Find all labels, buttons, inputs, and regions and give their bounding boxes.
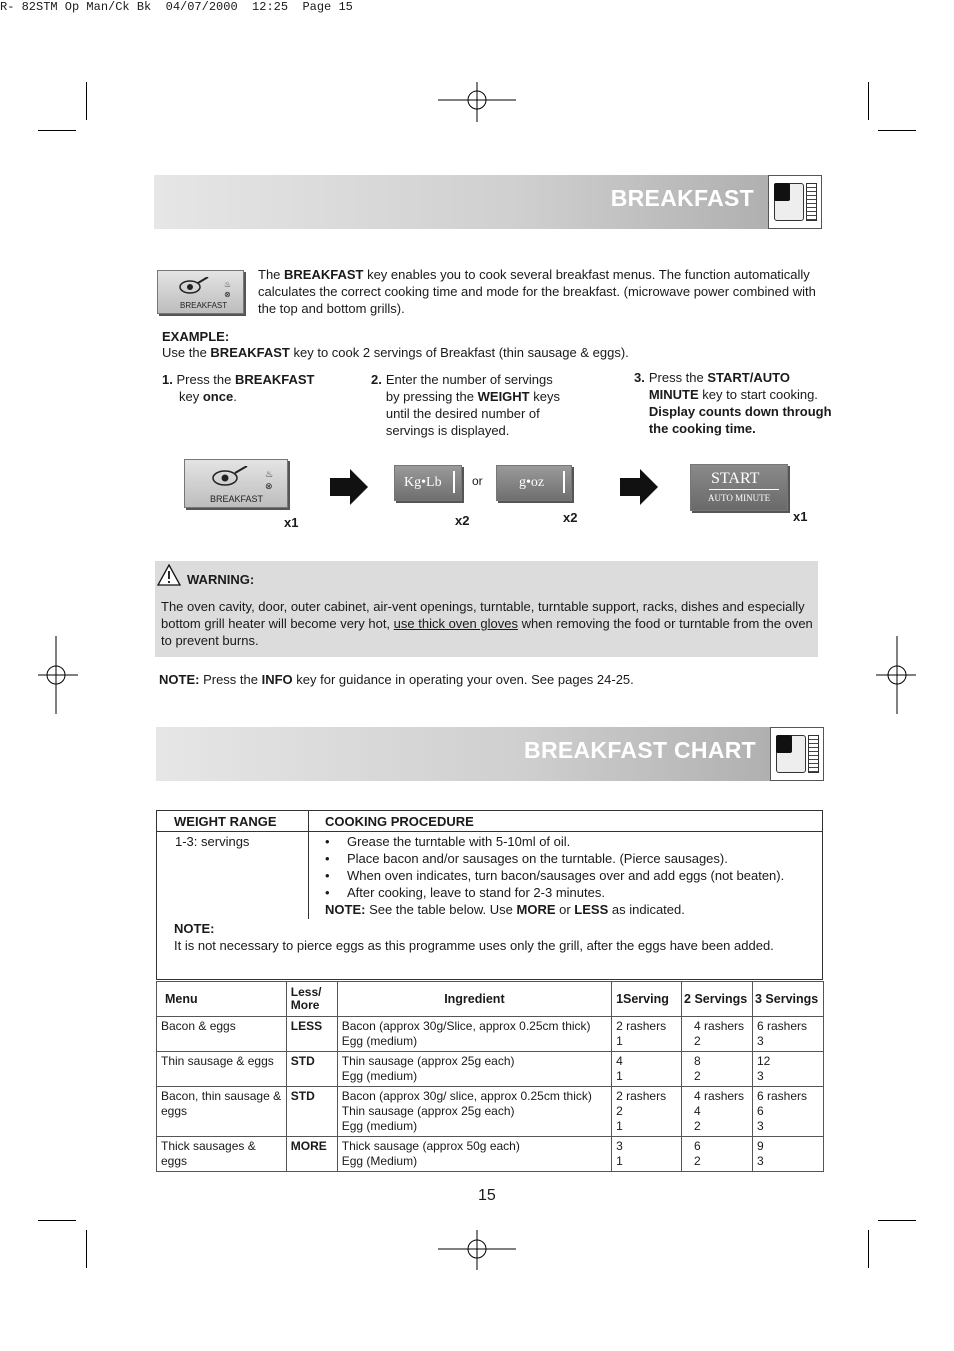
registration-mark-left	[38, 636, 78, 714]
col-header: Less/ More	[286, 982, 337, 1017]
breakfast-key-image	[157, 270, 244, 314]
warning-label: WARNING:	[187, 572, 255, 587]
table-cell-s3: 9 3	[752, 1137, 823, 1172]
table-cell-s1: 2 rashers 1	[612, 1017, 682, 1052]
table-row	[157, 1087, 824, 1137]
table-cell-s2: 4 rashers 4 2	[682, 1087, 753, 1137]
table-cell-menu: Bacon & eggs	[157, 1017, 287, 1052]
weight-kg-lb-key: Kg•Lb	[394, 465, 462, 501]
col-header: 1Serving	[612, 982, 682, 1017]
page-number: 15	[478, 1187, 496, 1204]
breakfast-chart-banner	[156, 727, 824, 781]
weight-g-oz-key: g•oz	[496, 465, 572, 501]
breakfast-key-label: BREAKFAST	[210, 494, 264, 504]
weight-range-header: WEIGHT RANGE	[174, 814, 277, 829]
col-header: Ingredient	[337, 982, 611, 1017]
step-1: 1. Press the BREAKFAST key once.	[162, 372, 315, 404]
step-3: 3. Press the START/AUTO MINUTE key to start cooking. Display counts down through the cooking time.	[634, 370, 832, 436]
table-cell-lm: STD	[286, 1087, 337, 1137]
arrow-right-icon	[620, 469, 660, 505]
weight-range-value: 1-3: servings	[175, 834, 250, 849]
egg-pan-icon	[178, 277, 236, 299]
example-label: EXAMPLE:	[162, 329, 230, 344]
example-text: Use the BREAKFAST key to cook 2 servings of Breakfast (thin sausage & eggs).	[162, 345, 629, 360]
breakfast-banner	[154, 175, 822, 229]
warning-text: The oven cavity, door, outer cabinet, air-vent openings, turntable, turntable support, racks, dishes and especially bottom grill heater will become very hot, use thick oven gloves when removing the food or turntable from the oven to prevent burns.	[161, 599, 813, 648]
table-cell-ing: Bacon (approx 30g/Slice, approx 0.25cm thick) Egg (medium)	[337, 1017, 611, 1052]
table-cell-lm: LESS	[286, 1017, 337, 1052]
procedure-note: NOTE: See the table below. Use MORE or LESS as indicated.	[325, 902, 685, 917]
table-cell-menu: Thin sausage & eggs	[157, 1052, 287, 1087]
step-2: 2. Enter the number of servings by pressing the WEIGHT keys until the desired number of servings is displayed.	[371, 372, 560, 438]
col-header: 3 Servings	[752, 982, 823, 1017]
registration-mark-right	[876, 636, 916, 714]
list-item: • Place bacon and/or sausages on the turntable. (Pierce sausages).	[325, 851, 728, 866]
start-auto-minute-key: START AUTO MINUTE	[690, 464, 788, 511]
list-item: • After cooking, leave to stand for 2-3 minutes.	[325, 885, 605, 900]
breakfast-key-label: BREAKFAST	[180, 301, 228, 310]
table-cell-s1: 3 1	[612, 1137, 682, 1172]
info-note: NOTE: Press the INFO key for guidance in operating your oven. See pages 24-25.	[159, 672, 634, 687]
cooking-procedure-header: COOKING PROCEDURE	[325, 814, 474, 829]
print-slug: R- 82STM Op Man/Ck Bk 04/07/2000 12:25 Page 15	[0, 0, 353, 14]
cooking-procedure-box	[156, 810, 823, 980]
table-cell-ing: Thick sausage (approx 50g each) Egg (Medium)	[337, 1137, 611, 1172]
table-cell-lm: STD	[286, 1052, 337, 1087]
svg-text:⊗: ⊗	[224, 290, 231, 299]
breakfast-table	[156, 981, 824, 1172]
table-cell-s2: 8 2	[682, 1052, 753, 1087]
table-header-row	[157, 982, 824, 1017]
table-cell-s1: 2 rashers 2 1	[612, 1087, 682, 1137]
table-cell-s3: 6 rashers 3	[752, 1017, 823, 1052]
registration-mark-bottom	[438, 1230, 516, 1270]
table-cell-s1: 4 1	[612, 1052, 682, 1087]
warning-triangle-icon	[157, 564, 181, 586]
microwave-oven-icon	[770, 727, 824, 781]
table-cell-ing: Thin sausage (approx 25g each) Egg (medium)	[337, 1052, 611, 1087]
table-cell-s2: 6 2	[682, 1137, 753, 1172]
table-cell-s2: 4 rashers 2	[682, 1017, 753, 1052]
table-cell-menu: Thick sausages & eggs	[157, 1137, 287, 1172]
table-cell-lm: MORE	[286, 1137, 337, 1172]
procedure-list	[325, 833, 815, 918]
col-header: Menu	[157, 982, 287, 1017]
table-cell-menu: Bacon, thin sausage & eggs	[157, 1087, 287, 1137]
breakfast-key-image-step	[184, 459, 288, 508]
press-count: x2	[455, 513, 470, 528]
table-row	[157, 1017, 824, 1052]
svg-text:♨: ♨	[265, 470, 274, 480]
table-row	[157, 1052, 824, 1087]
intro-text: The BREAKFAST key enables you to cook several breakfast menus. The function automatically calculates the correct cooking time and mode for the breakfast. (microwave power combined with the top and bottom grills).	[258, 267, 816, 316]
registration-mark-top	[438, 82, 516, 122]
section-title: BREAKFAST	[610, 185, 754, 211]
list-item: • When oven indicates, turn bacon/sausages over and add eggs (not beaten).	[325, 868, 785, 883]
note-label: NOTE:	[174, 921, 215, 936]
table-cell-s3: 12 3	[752, 1052, 823, 1087]
press-count: x2	[563, 510, 578, 525]
table-row	[157, 1137, 824, 1172]
col-header: 2 Servings	[682, 982, 753, 1017]
press-count: x1	[793, 509, 808, 524]
table-cell-s3: 6 rashers 6 3	[752, 1087, 823, 1137]
press-count: x1	[284, 515, 299, 530]
svg-text:⊗: ⊗	[265, 482, 273, 492]
warning-box	[155, 561, 818, 657]
svg-text:♨: ♨	[224, 280, 232, 289]
table-cell-ing: Bacon (approx 30g/ slice, approx 0.25cm thick) Thin sausage (approx 25g each) Egg (medium)	[337, 1087, 611, 1137]
section-title: BREAKFAST CHART	[524, 737, 756, 763]
arrow-right-icon	[330, 469, 370, 505]
list-item: • Grease the turntable with 5-10ml of oil.	[325, 834, 571, 849]
or-label: or	[472, 474, 483, 488]
note-text: It is not necessary to pierce eggs as this programme uses only the grill, after the eggs have been added.	[174, 938, 774, 953]
egg-pan-icon	[211, 466, 277, 492]
microwave-oven-icon	[768, 175, 822, 229]
